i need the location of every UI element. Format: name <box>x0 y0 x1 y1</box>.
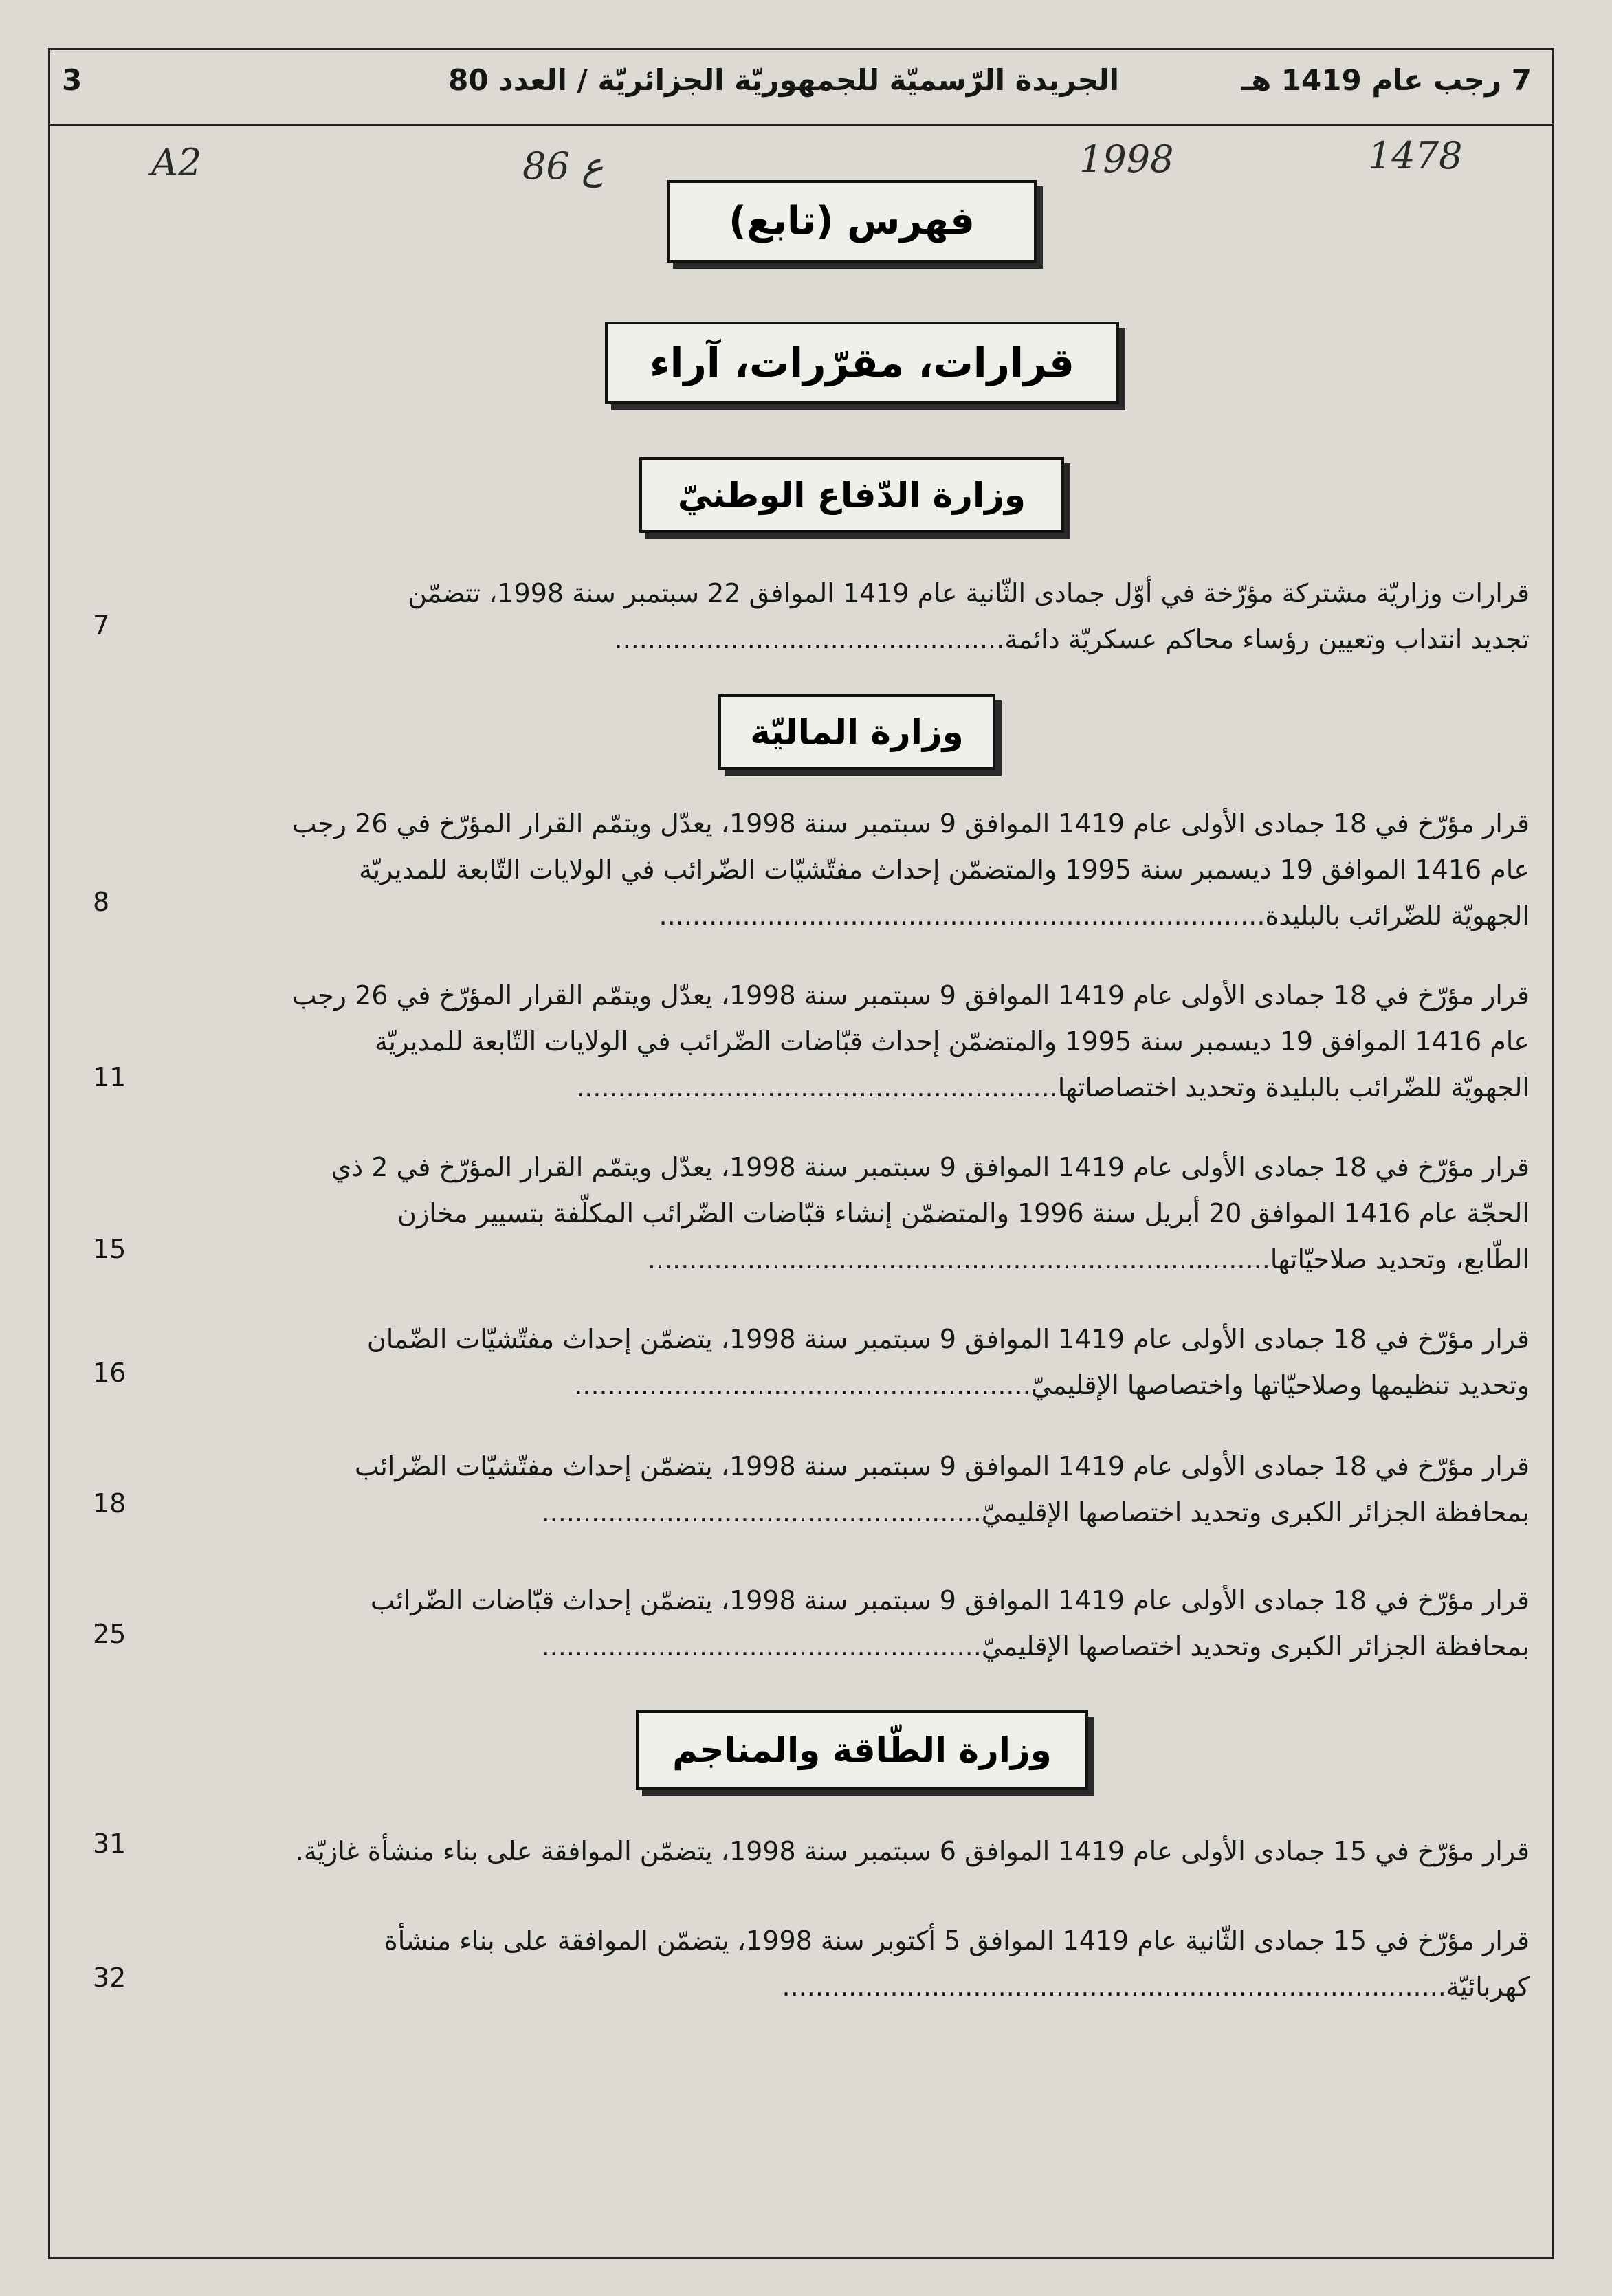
energy-heading-box <box>636 1710 1088 1790</box>
entry-line: الحجّة عام 1416 الموافق 20 أبريل سنة 1996 والمتضمّن إنشاء قبّاضات الضّرائب المكلّفة بتسيير مخازن <box>397 1198 1530 1228</box>
entry-line-last: قرار مؤرّخ في 15 جمادى الأولى عام 1419 الموافق 6 سبتمبر سنة 1998، يتضمّن الموافقة على بناء منشأة غازيّة. <box>295 1836 1530 1866</box>
entry-line-last: وتحديد تنظيمها وصلاحيّاتها واختصاصها الإقليميّ....................................................... <box>574 1370 1530 1400</box>
entry-line: عام 1416 الموافق 19 ديسمبر سنة 1995 والمتضمّن إحداث قبّاضات الضّرائب في الولايات التّابعة للمديريّة <box>375 1026 1530 1057</box>
entry-line-last: تجديد انتداب وتعيين رؤساء محاكم عسكريّة دائمة............................................... <box>614 624 1530 654</box>
toc-entry-2 <box>165 801 1530 939</box>
entry-line-last: الجهويّة للضّرائب بالبليدة وتحديد اختصاصاتها.......................................................... <box>576 1072 1530 1103</box>
index-continued-title: فهرس (تابع) <box>729 199 975 243</box>
entry-line-last: بمحافظة الجزائر الكبرى وتحديد اختصاصها الإقليميّ..................................................... <box>541 1497 1530 1527</box>
toc-entry-9 <box>165 1918 1530 2010</box>
entry-line: قرار مؤرّخ في 18 جمادى الأولى عام 1419 الموافق 9 سبتمبر سنة 1998، يتضمّن إحداث مفتّشيّات الضّرائب <box>354 1451 1530 1481</box>
toc-entry-8 <box>165 1829 1530 1875</box>
finance-ministry-heading: وزارة الماليّة <box>750 712 964 752</box>
entry-line: قرار مؤرّخ في 18 جمادى الأولى عام 1419 الموافق 9 سبتمبر سنة 1998، يتضمّن إحداث مفتّشيّات الضّمان <box>366 1324 1530 1354</box>
entry-line: قرار مؤرّخ في 18 جمادى الأولى عام 1419 الموافق 9 سبتمبر سنة 1998، يعدّل ويتمّم القرار المؤرّخ في 2 ذي <box>331 1152 1530 1182</box>
decisions-heading-box <box>605 322 1119 404</box>
entry-line: عام 1416 الموافق 19 ديسمبر سنة 1995 والمتضمّن إحداث مفتّشيّات الضّرائب في الولايات التّابعة للمديريّة <box>359 854 1530 885</box>
leader-dots: ................................................................................ <box>782 1972 1446 2002</box>
leader-dots: ..................................................... <box>541 1497 982 1527</box>
handwritten-note-year: 1998 <box>1079 137 1174 181</box>
entry-line-last: الجهويّة للضّرائب بالبليدة......................................................................... <box>659 901 1530 931</box>
toc-entry-3 <box>165 973 1530 1111</box>
entry-line: قرار مؤرّخ في 15 جمادى الثّانية عام 1419 الموافق 5 أكتوبر سنة 1998، يتضمّن الموافقة على بناء منشأة <box>384 1925 1530 1956</box>
entry-page-number: 8 <box>93 887 110 917</box>
toc-entry-7 <box>165 1578 1530 1670</box>
defense-ministry-heading: وزارة الدّفاع الوطنيّ <box>678 475 1026 515</box>
handwritten-note-mid: 86 ع <box>522 144 604 188</box>
toc-entry-5 <box>165 1316 1530 1409</box>
handwritten-note-left: A2 <box>151 141 202 184</box>
entry-line-last: بمحافظة الجزائر الكبرى وتحديد اختصاصها الإقليميّ..................................................... <box>541 1631 1530 1662</box>
entry-line-last: كهربائيّة................................................................................ <box>782 1972 1530 2002</box>
entry-page-number: 11 <box>93 1062 126 1092</box>
index-continued-box <box>667 180 1037 263</box>
entry-line: قرارات وزاريّة مشتركة مؤرّخة في أوّل جمادى الثّانية عام 1419 الموافق 22 سبتمبر سنة 1998، تتضمّن <box>408 578 1530 608</box>
handwritten-note-ref: 1478 <box>1368 134 1463 177</box>
header-divider <box>48 124 1552 126</box>
entry-page-number: 16 <box>93 1358 126 1388</box>
entry-page-number: 15 <box>93 1234 126 1264</box>
leader-dots: ............................................... <box>614 624 1005 654</box>
leader-dots: ..................................................... <box>541 1631 982 1662</box>
leader-dots: . <box>295 1836 304 1866</box>
leader-dots: ......................................................................... <box>659 901 1266 931</box>
entry-line: قرار مؤرّخ في 18 جمادى الأولى عام 1419 الموافق 9 سبتمبر سنة 1998، يعدّل ويتمّم القرار المؤرّخ في 26 رجب <box>291 808 1530 839</box>
entry-page-number: 25 <box>93 1619 126 1649</box>
entry-line: قرار مؤرّخ في 18 جمادى الأولى عام 1419 الموافق 9 سبتمبر سنة 1998، يعدّل ويتمّم القرار المؤرّخ في 26 رجب <box>291 980 1530 1011</box>
leader-dots: .......................................................... <box>576 1072 1058 1103</box>
toc-entry-1 <box>165 571 1530 663</box>
toc-entry-6 <box>165 1444 1530 1536</box>
entry-line-last: الطّابع، وتحديد صلاحيّاتها........................................................................... <box>647 1244 1530 1274</box>
entry-page-number: 31 <box>93 1829 126 1859</box>
header-title: الجريدة الرّسميّة للجمهوريّة الجزائريّة / العدد 80 <box>448 63 1119 97</box>
leader-dots: ....................................................... <box>574 1370 1031 1400</box>
energy-ministry-heading: وزارة الطّاقة والمناجم <box>672 1730 1052 1770</box>
defense-heading-box <box>639 457 1064 533</box>
header-page-number: 3 <box>62 63 82 97</box>
entry-page-number: 7 <box>93 610 110 641</box>
entry-line: قرار مؤرّخ في 18 جمادى الأولى عام 1419 الموافق 9 سبتمبر سنة 1998، يتضمّن إحداث قبّاضات الضّرائب <box>370 1585 1530 1615</box>
entry-page-number: 18 <box>93 1488 126 1519</box>
decisions-heading: قرارات، مقرّرات، آراء <box>649 340 1075 386</box>
toc-entry-4 <box>165 1145 1530 1283</box>
finance-heading-box <box>718 694 995 770</box>
header-date: 7 رجب عام 1419 هـ <box>1241 63 1532 97</box>
page-header <box>48 48 1552 124</box>
entry-page-number: 32 <box>93 1963 126 1993</box>
leader-dots: ........................................................................... <box>647 1244 1270 1274</box>
